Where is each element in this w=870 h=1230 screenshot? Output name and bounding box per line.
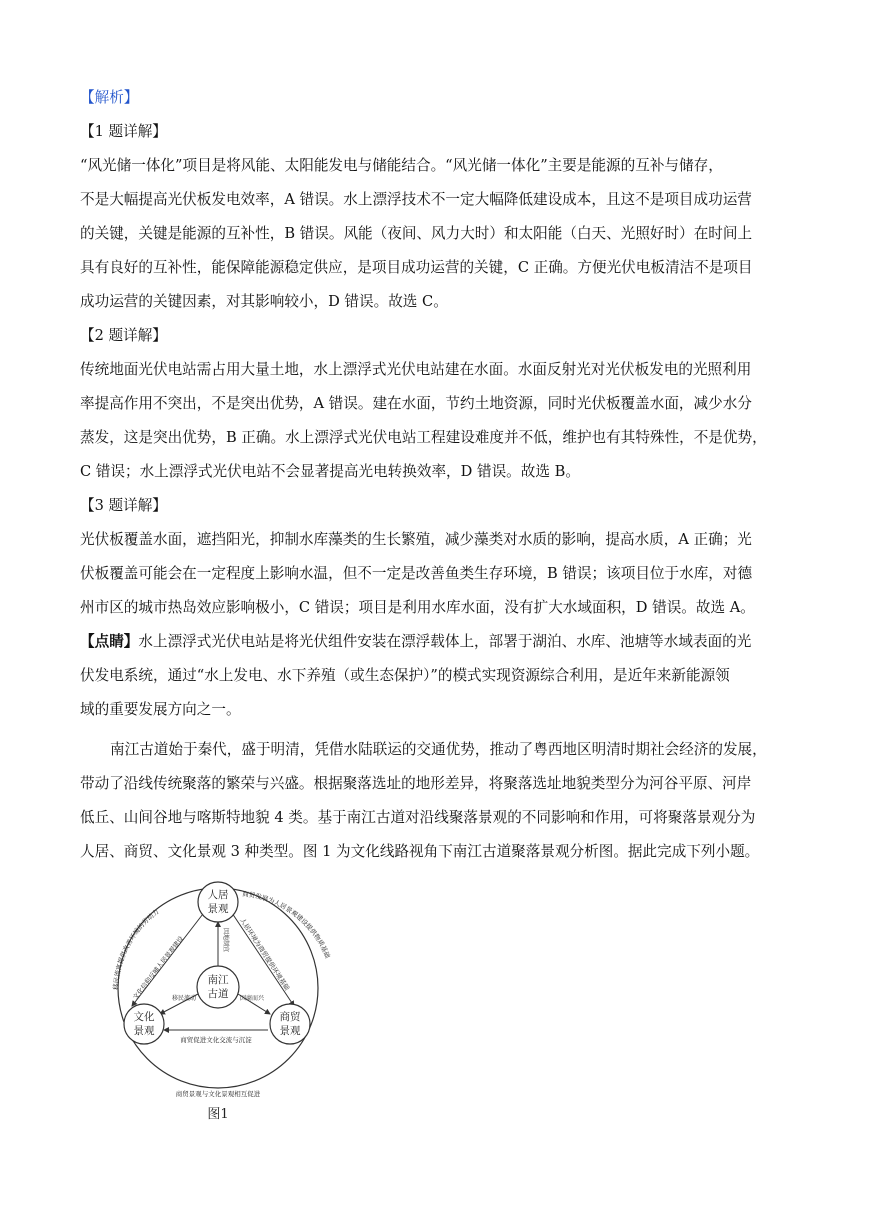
node-culture — [124, 1004, 164, 1044]
outer-left-label: 移民流寓提供改善环境的劳动力 — [111, 907, 161, 991]
node-residence-label: 人居 — [207, 889, 229, 901]
q3-line: 伏板覆盖可能会在一定程度上影响水温，但不一定是改善鱼类生存环境，B 错误；该项目位于水库，对德 — [80, 565, 753, 582]
dianjing-line: 域的重要发展方向之一。 — [80, 701, 241, 718]
node-center — [197, 966, 239, 1008]
passage-line: 南江古道始于秦代，盛于明清，凭借水陆联运的交通优势，推动了粤西地区明清时期社会经济的发展， — [110, 741, 767, 758]
node-culture-label: 文化 — [133, 1011, 155, 1023]
passage-line: 人居、商贸、文化景观 3 种类型。图 1 为文化线路视角下南江古道聚落景观分析图。据此完成下列小题。 — [80, 843, 760, 860]
q2-heading: 【2 题详解】 — [80, 327, 167, 344]
q1-line: 的关键，关键是能源的互补性，B 错误。风能（夜间、风力大时）和太阳能（白天、光照好时）在时间上 — [80, 225, 753, 242]
node-commerce — [270, 1004, 310, 1044]
q3-line: 光伏板覆盖水面，遮挡阳光，抑制水库藻类的生长繁殖，减少藻类对水质的影响，提高水质，A 正确；光 — [80, 531, 752, 548]
passage-line: 低丘、山间谷地与喀斯特地貌 4 类。基于南江古道对沿线聚落景观的不同影响和作用，可将聚落景观分为 — [80, 809, 756, 826]
landscape-diagram — [80, 872, 355, 1130]
inner-bottom-label: 商贸促进文化交流与沉淀 — [180, 1036, 252, 1044]
node-residence-label: 景观 — [207, 903, 229, 915]
q1-heading: 【1 题详解】 — [80, 123, 167, 140]
q3-heading: 【3 题详解】 — [80, 497, 167, 514]
q1-line: 成功运营的关键因素，对其影响较小，D 错误。故选 C。 — [80, 293, 448, 310]
dianjing-label: 【点睛】 — [80, 633, 139, 650]
node-culture-label: 景观 — [133, 1025, 155, 1037]
spoke-left-label: 移民流动 — [172, 995, 197, 1002]
dianjing-line: 水上漂浮式光伏电站是将光伏组件安装在漂浮载体上，部署于湖泊、水库、池塘等水域表面的光 — [138, 633, 752, 650]
q2-line: 传统地面光伏电站需占用大量土地，水上漂浮式光伏电站建在水面。水面反射光对光伏板发电的光照利用 — [80, 361, 752, 378]
node-commerce-label: 商贸 — [279, 1011, 301, 1023]
passage-line: 带动了沿线传统聚落的繁荣与兴盛。根据聚落选址的地形差异，将聚落选址地貌类型分为河谷平原、河岸 — [80, 775, 752, 792]
q1-line: 具有良好的互补性，能保障能源稳定供应，是项目成功运营的关键，C 正确。方便光伏电板清洁不是项目 — [80, 259, 753, 276]
node-residence — [198, 882, 238, 922]
inner-right-label: 人居环境为商贸提供环境基础 — [238, 916, 292, 992]
outer-bottom-label: 商贸景观与文化景观相互促进 — [175, 1090, 261, 1098]
analysis-label: 【解析】 — [80, 89, 139, 106]
dianjing-paragraph — [80, 632, 751, 652]
node-commerce-label: 景观 — [279, 1025, 301, 1037]
q1-line: 不是大幅提高光伏板发电效率，A 错误。水上漂浮技术不一定大幅降低建设成本，且这不是项目成功运营 — [80, 191, 752, 208]
spoke-right-label: 因商而兴 — [240, 995, 265, 1002]
q1-line: “风光储一体化”项目是将风能、太阳能发电与储能结合。“风光储一体化”主要是能源的互补与储存， — [80, 157, 723, 174]
outer-right-label: 商贸发展为人居景观建设提供物质基础 — [241, 889, 332, 960]
center-label: 古道 — [207, 988, 229, 1000]
q2-line: 蒸发，这是突出优势，B 正确。水上漂浮式光伏电站工程建设难度并不低，维护也有其特殊性，不是优势， — [80, 429, 767, 446]
center-label: 南江 — [207, 974, 229, 986]
figure-caption: 图1 — [207, 1107, 229, 1122]
q2-line: C 错误；水上漂浮式光伏电站不会显著提高光电转换效率，D 错误。故选 B。 — [80, 463, 580, 480]
dianjing-line: 伏发电系统，通过“水上发电、水下养殖（或生态保护）”的模式实现资源综合利用，是近年来新能源领 — [80, 667, 730, 684]
q3-line: 州市区的城市热岛效应影响极小，C 错误；项目是利用水库水面，没有扩大水域面积，D 错误。故选 A。 — [80, 599, 755, 616]
spoke-top-label: 因地制宜 — [222, 928, 229, 953]
inner-left-label: 文化信仰反哺人居景观建设 — [131, 934, 186, 1002]
q2-line: 率提高作用不突出，不是突出优势，A 错误。建在水面，节约土地资源，同时光伏板覆盖水面，减少水分 — [80, 395, 752, 412]
